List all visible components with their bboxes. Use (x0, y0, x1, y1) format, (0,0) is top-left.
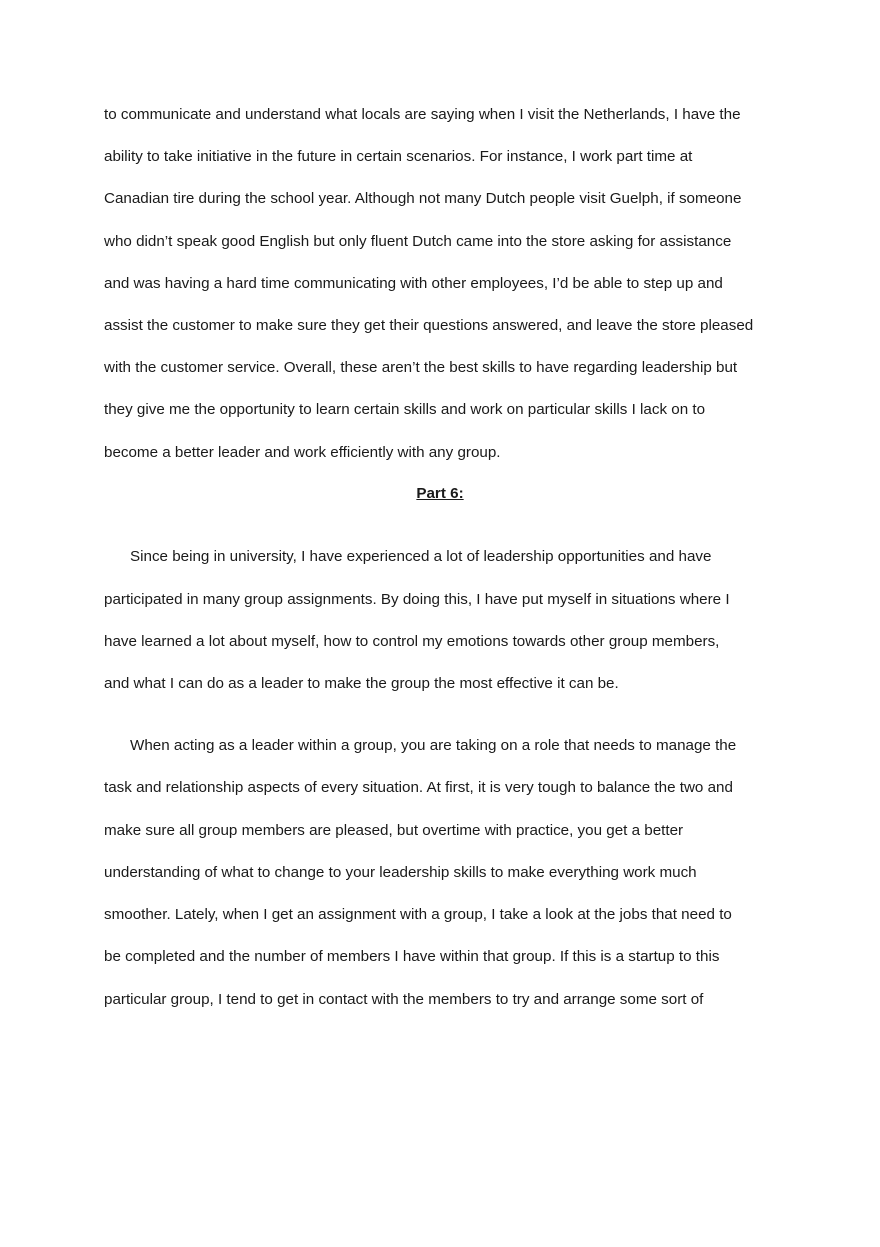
text-line: and was having a hard time communicating with other employees, I’d be able to step up and (104, 275, 723, 292)
text-line: task and relationship aspects of every situation. At first, it is very tough to balance the two and (104, 779, 733, 796)
text-line: particular group, I tend to get in contact with the members to try and arrange some sort of (104, 991, 704, 1008)
text-line: assist the customer to make sure they get their questions answered, and leave the store pleased (104, 317, 754, 334)
text-line: make sure all group members are pleased, but overtime with practice, you get a better (104, 822, 684, 839)
text-line: When acting as a leader within a group, you are taking on a role that needs to manage the (130, 737, 737, 754)
text-line: Canadian tire during the school year. Although not many Dutch people visit Guelph, if someone (104, 190, 742, 207)
text-line: who didn’t speak good English but only fluent Dutch came into the store asking for assistance (104, 233, 732, 250)
text-line: to communicate and understand what locals are saying when I visit the Netherlands, I have the (104, 106, 741, 123)
text-line: ability to take initiative in the future in certain scenarios. For instance, I work part time at (104, 148, 693, 165)
text-line: participated in many group assignments. By doing this, I have put myself in situations where I (104, 591, 730, 608)
text-line: smoother. Lately, when I get an assignment with a group, I take a look at the jobs that need to (104, 906, 732, 923)
section-heading: Part 6: (416, 485, 464, 502)
text-line: become a better leader and work efficiently with any group. (104, 444, 501, 461)
text-line: have learned a lot about myself, how to control my emotions towards other group members, (104, 633, 720, 650)
text-line: Since being in university, I have experienced a lot of leadership opportunities and have (130, 548, 712, 565)
text-line: be completed and the number of members I have within that group. If this is a startup to this (104, 948, 720, 965)
text-line: and what I can do as a leader to make the group the most effective it can be. (104, 675, 619, 692)
text-line: understanding of what to change to your leadership skills to make everything work much (104, 864, 697, 881)
text-line: they give me the opportunity to learn certain skills and work on particular skills I lack on to (104, 401, 706, 418)
text-line: with the customer service. Overall, these aren’t the best skills to have regarding leadership but (104, 359, 738, 376)
